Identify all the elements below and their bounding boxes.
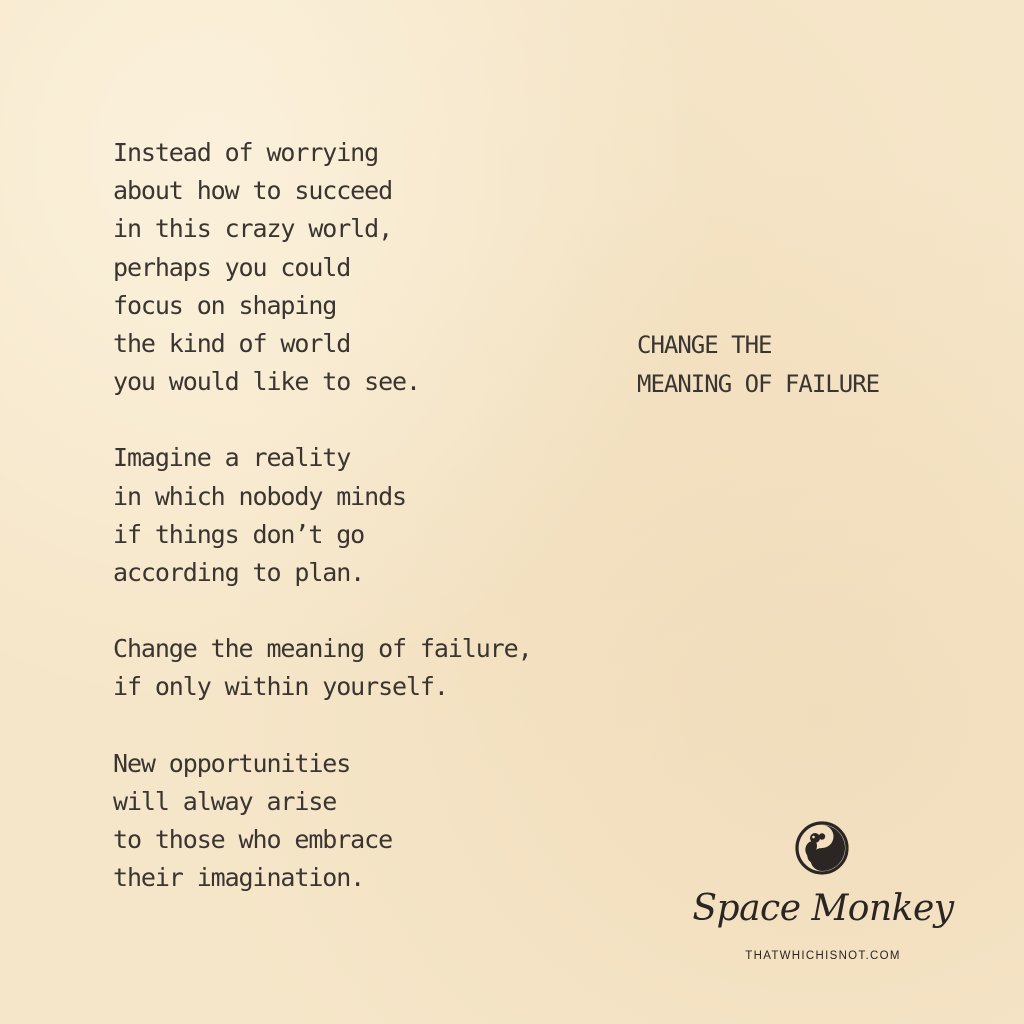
poem-line: Imagine a reality — [113, 443, 351, 473]
stanza-3 — [113, 630, 633, 706]
space-monkey-logo-icon — [793, 819, 851, 877]
poem-line: to those who embrace — [113, 825, 393, 855]
brand-url: THATWHICHISNOT.COM — [745, 950, 901, 962]
stanza-2 — [113, 439, 633, 592]
poem-line: you would like to see. — [113, 367, 420, 397]
poem-title — [637, 326, 879, 403]
poem-line: if things don’t go — [113, 519, 365, 549]
poem-line: according to plan. — [113, 558, 365, 588]
poem-line: the kind of world — [113, 329, 351, 359]
poem-line: their imagination. — [113, 863, 365, 893]
brand-name: Space Monkey — [692, 888, 954, 929]
poem-line: about how to succeed — [113, 176, 393, 206]
title-line: CHANGE THE — [637, 331, 772, 359]
poem-line: focus on shaping — [113, 290, 337, 320]
poem-line: will alway arise — [113, 786, 337, 816]
poem-line: in which nobody minds — [113, 481, 406, 511]
poem-line: Change the meaning of failure, — [113, 634, 532, 664]
poem-line: in this crazy world, — [113, 214, 393, 244]
title-line: MEANING OF FAILURE — [637, 369, 880, 398]
stanza-4 — [113, 745, 633, 898]
poem-line: perhaps you could — [113, 252, 351, 282]
poem-line: New opportunities — [113, 748, 351, 778]
poem-line: if only within yourself. — [113, 672, 448, 702]
brand-signature — [690, 815, 956, 975]
poem-line: Instead of worrying — [113, 138, 379, 167]
stanza-1 — [113, 134, 633, 401]
poem — [113, 134, 633, 935]
